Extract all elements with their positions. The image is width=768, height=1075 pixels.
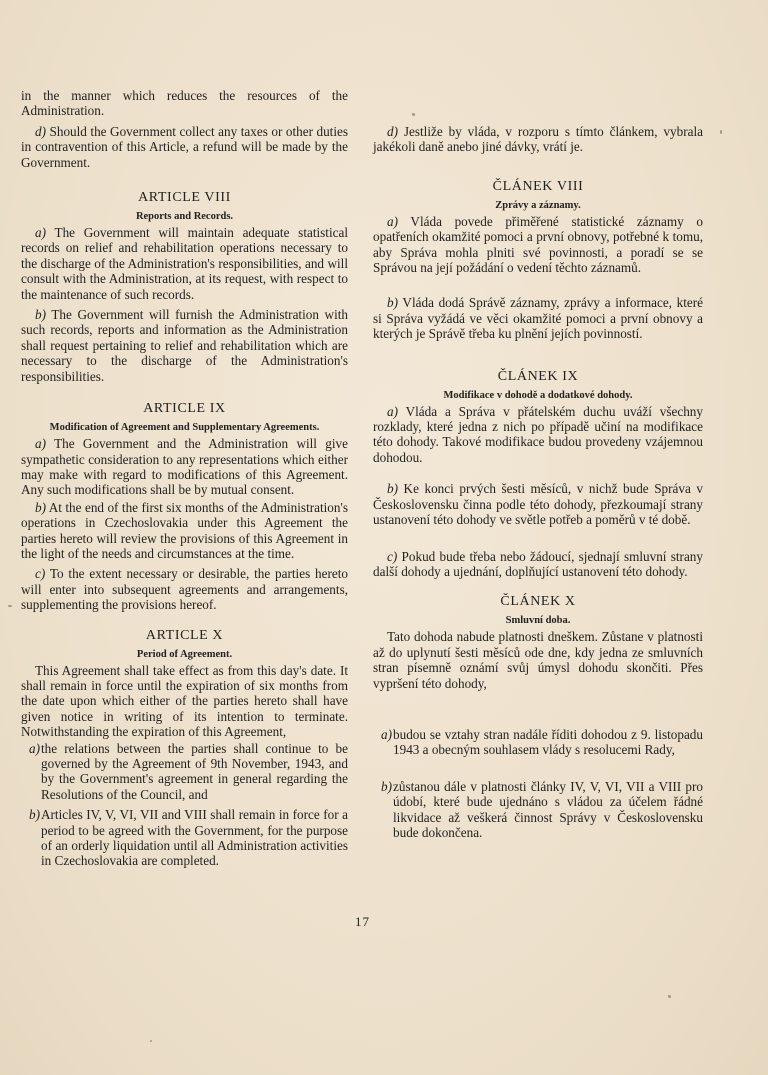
odstavec-d: d) Jestliže by vláda, v rozporu s tímto článkem, vybrala jakékoli daně anebo jiné dávky, vrátí je. [373, 124, 703, 155]
article-9-c: c) To the extent necessary or desirable, the parties hereto will enter into subsequent agreements and arrangements, supplementing the provisions hereof. [21, 566, 348, 613]
article-10-b: b) Articles IV, V, VI, VII and VIII shall remain in force for a period to be agreed with the Government, for the purpose of an orderly liquidation until all Administration activities in Czechoslovakia are completed. [29, 807, 348, 869]
paper-speck [720, 130, 722, 134]
article-9-b: b) At the end of the first six months of the Administration's operations in Czechoslovakia under this Agreement the parties hereto will review the provisions of this Agreement in the light of the needs and circumstances at the time. [21, 499, 348, 561]
clanek-9-a: a) Vláda a Správa v přátelském duchu uváží všechny rozklady, které jedna z nich po případě učiní na modifikace této dohody. Takové modifikace budou provedeny vzájemnou dohodou. [373, 403, 703, 465]
article-8-title: ARTICLE VIII [138, 190, 231, 206]
paper-speck [412, 113, 415, 116]
article-8-subtitle: Reports and Records. [135, 211, 234, 223]
article-10-paragraph: This Agreement shall take effect as from this day's date. It shall remain in force until the expiration of six months from the date upon which either of the parties hereto shall have given notice in writing of its intention to terminate. Notwithstanding the expiration of this Agreement, [21, 662, 348, 740]
article-10-subtitle: Period of Agreement. [136, 648, 233, 660]
article-9-a: a) The Government and the Administration will give sympathetic consideration to any representations which either may make with regard to modifications of this Agreement. Any such modifications shall be by mutual consent. [21, 436, 348, 498]
paper-speck [8, 605, 12, 607]
clanek-10-subtitle: Smluvní doba. [505, 615, 571, 627]
article-9-title: ARTICLE IX [143, 401, 226, 417]
clanek-10-paragraph: Tato dohoda nabude platnosti dneškem. Zůstane v platnosti až do uplynutí šesti měsíců ode dne, kdy jedna ze smluvních stran písemně oznámí svůj úmysl dohodu skončiti. Přes vypršení této dohody, [373, 629, 703, 691]
clanek-9-c: c) Pokud bude třeba nebo žádoucí, sjednají smluvní strany další dohody a ujednání, doplňující ustanovení této dohody. [373, 548, 703, 579]
clanek-8-a: a) Vláda povede přiměřené statistické záznamy o opatřeních okamžité pomoci a první obnovy, potřebné k tomu, aby Správa mohla plniti své povinnosti, a poradí se se Správou na její požádání o vedení těchto záznamů. [373, 213, 703, 276]
clanek-8-b: b) Vláda dodá Správě záznamy, zprávy a informace, které si Správa vyžádá ve věci okamžité pomoci a první obnovy a kterých je Správě třeba ku plnění jejích povinností. [373, 295, 703, 342]
paragraph-d: d) Should the Government collect any taxes or other duties in contravention of this Article, a refund will be made by the Government. [21, 123, 348, 170]
article-10-a: a) the relations between the parties shall continue to be governed by the Agreement of 9th November, 1943, and by the Government's agreement in general regarding the Resolutions of the Council, and [29, 740, 348, 802]
clanek-9-title: ČLÁNEK IX [497, 368, 579, 384]
czech-column [373, 88, 703, 840]
article-8-a: a) The Government will maintain adequate statistical records on relief and rehabilitation operations necessary to the discharge of the Administration's responsibilities, and will consult with the Administration, at its request, with respect to the maintenance of such records. [21, 225, 348, 302]
paragraph-continuation: in the manner which reduces the resources of the Administration. [21, 88, 348, 119]
article-9-subtitle: Modification of Agreement and Supplementary Agreements. [49, 422, 320, 434]
clanek-10-b: b) zůstanou dále v platnosti články IV, V, VI, VII a VIII pro údobí, které bude ujednáno s vládou za účelem řádné likvidace až veškerá činnost Správy v Československu bude dokončena. [381, 778, 703, 840]
english-column [21, 88, 348, 869]
article-8-b: b) The Government will furnish the Administration with such records, reports and information as the Administration shall request pertaining to relief and rehabilitation which are necessary to the discharge of the Administration's responsibilities. [21, 307, 348, 384]
paper-speck [668, 995, 671, 998]
clanek-9-subtitle: Modifikace v dohodě a dodatkové dohody. [443, 389, 633, 401]
clanek-8-subtitle: Zprávy a záznamy. [495, 199, 581, 211]
article-10-title: ARTICLE X [145, 627, 224, 643]
clanek-10-title: ČLÁNEK X [500, 594, 576, 610]
clanek-10-a: a) budou se vztahy stran nadále říditi dohodou z 9. listopadu 1943 a obecným souhlasem vlády s resolucemi Rady, [381, 726, 703, 758]
page-number: 17 [355, 914, 370, 929]
clanek-8-title: ČLÁNEK VIII [492, 178, 584, 194]
paper-speck [150, 1040, 152, 1042]
clanek-9-b: b) Ke konci prvých šesti měsíců, v nichž bude Správa v Československu činna podle této dohody, přezkoumají strany ustanovení této dohody ve světle potřeb a poměrů v té době. [373, 481, 703, 528]
